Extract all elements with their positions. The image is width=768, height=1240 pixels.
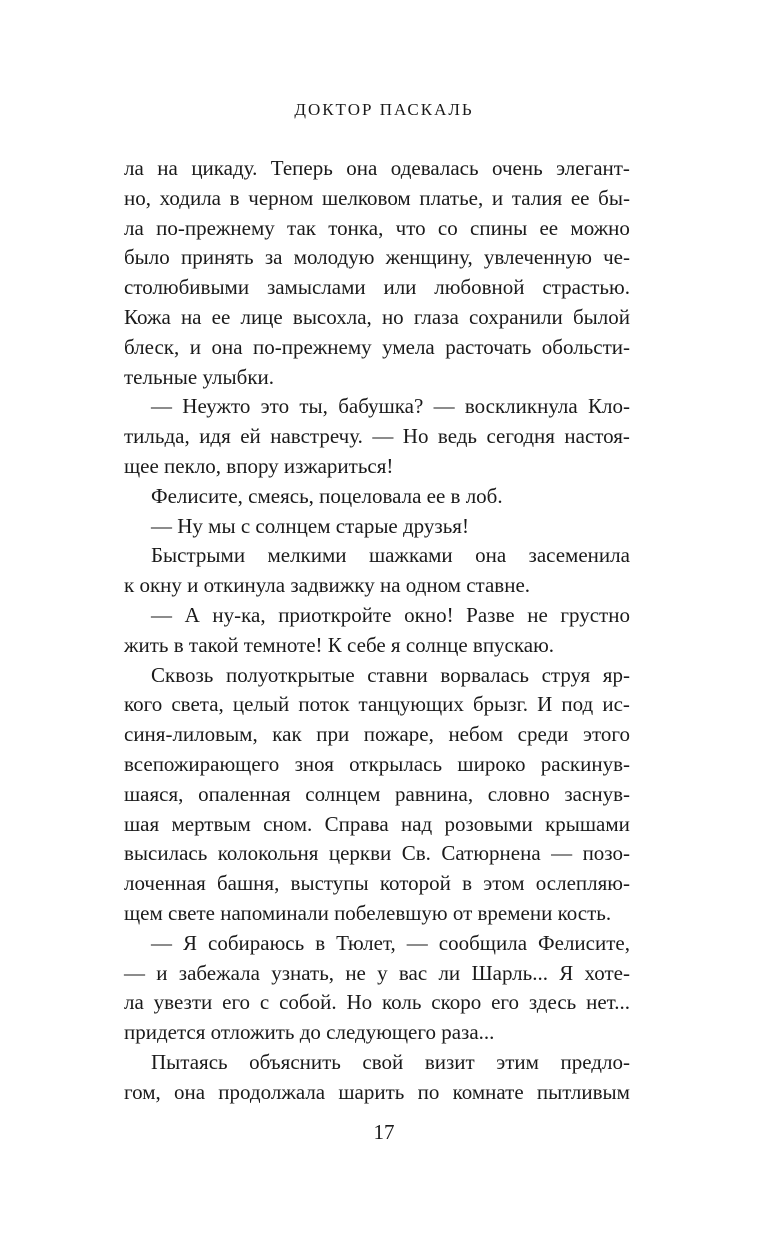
text-line: Пытаясь объяснить свой визит этим предло- <box>151 1049 630 1074</box>
text-line: кого света, целый поток танцующих брызг. И под ис- <box>124 692 630 717</box>
text-line: гом, она продолжала шарить по комнате пытливым <box>124 1079 630 1104</box>
text-line: всепожирающего зноя открылась широко раскинув- <box>124 751 630 776</box>
text-line: шая мертвым сном. Справа над розовыми крышами <box>124 811 630 836</box>
page-number: 17 <box>373 1120 395 1144</box>
text-line: Кожа на ее лице высохла, но глаза сохранили былой <box>124 304 630 329</box>
text-line: Фелисите, смеясь, поцеловала ее в лоб. <box>151 483 503 508</box>
text-line: блеск, и она по-прежнему умела расточать обольсти- <box>124 334 630 359</box>
text-line: столюбивыми замыслами или любовной страстью. <box>124 275 630 300</box>
text-line: придется отложить до следующего раза... <box>124 1020 495 1045</box>
text-line: — Я собираюсь в Тюлет, — сообщила Фелисите, <box>151 930 630 955</box>
text-line: Сквозь полуоткрытые ставни ворвалась струя яр- <box>151 662 630 687</box>
text-line: — А ну-ка, приоткройте окно! Разве не грустно <box>151 602 630 627</box>
text-line: ла увезти его с собой. Но коль скоро его здесь нет... <box>124 990 630 1015</box>
text-line: жить в такой темноте! К себе я солнце впускаю. <box>124 632 555 657</box>
text-line: тильда, идя ей навстречу. — Но ведь сегодня настоя- <box>124 424 630 449</box>
text-line: синя-лиловым, как при пожаре, небом среди этого <box>124 722 630 747</box>
text-line: щем свете напоминали побелевшую от времени кость. <box>124 900 612 925</box>
text-line: ла по-прежнему так тонка, что со спины ее можно <box>124 215 630 240</box>
text-line: лоченная башня, выступы которой в этом ослепляю- <box>124 871 630 896</box>
text-line: к окну и откинула задвижку на одном ставне. <box>124 573 531 598</box>
text-line: тельные улыбки. <box>124 364 275 389</box>
text-line: — и забежала узнать, не у вас ли Шарль... Я хоте- <box>124 960 630 985</box>
text-line: — Неужто это ты, бабушка? — воскликнула Кло- <box>151 394 630 419</box>
text-line: было принять за молодую женщину, увлеченную че- <box>124 245 630 270</box>
text-line: — Ну мы с солнцем старые друзья! <box>151 513 469 538</box>
text-line: щее пекло, впору изжариться! <box>124 453 394 478</box>
body-text <box>124 154 630 1108</box>
text-line: но, ходила в черном шелковом платье, и талия ее бы- <box>124 185 630 210</box>
text-line: Быстрыми мелкими шажками она засеменила <box>151 543 630 568</box>
text-line: шаяся, опаленная солнцем равнина, словно заснув- <box>124 781 630 806</box>
text-line: высилась колокольня церкви Св. Сатюрнена — позо- <box>124 841 630 866</box>
running-title: ДОКТОР ПАСКАЛЬ <box>294 100 474 119</box>
text-line: ла на цикаду. Теперь она одевалась очень элегант- <box>124 156 630 180</box>
